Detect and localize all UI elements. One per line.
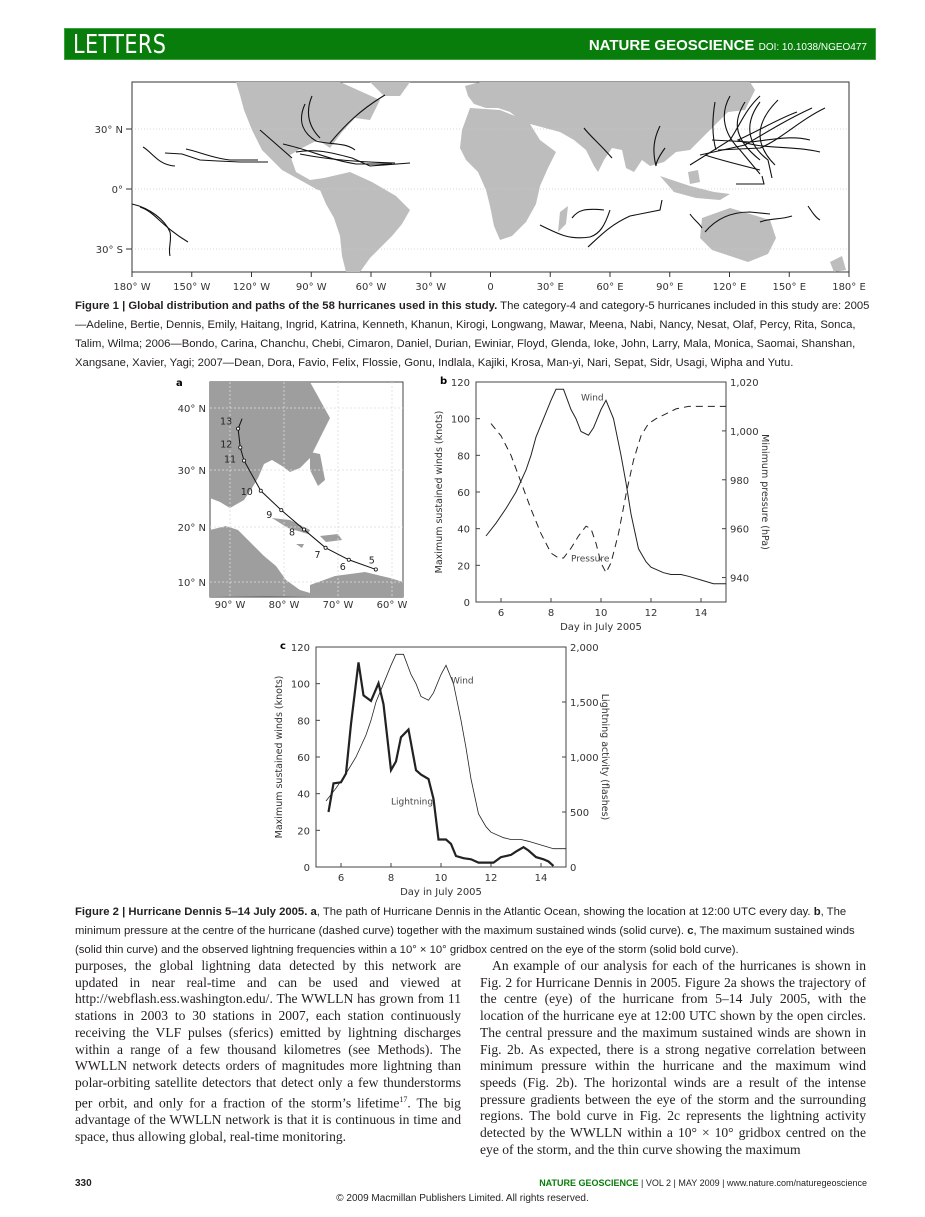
x-tick-label: 12 bbox=[484, 873, 498, 884]
x-tick-label: 10 bbox=[434, 873, 448, 884]
y-tick-label: 120 bbox=[290, 643, 310, 654]
panel-label: c bbox=[280, 641, 286, 652]
lon-tick-label: 90° W bbox=[295, 282, 327, 293]
figure2-caption bbox=[75, 903, 875, 960]
y2-axis-label: Minimum pressure (hPa) bbox=[759, 434, 770, 550]
lat-tick-label: 0° bbox=[111, 185, 123, 196]
figure2b-chart bbox=[430, 370, 775, 635]
lon-tick-label: 120° W bbox=[232, 282, 271, 293]
y-tick-label: 20 bbox=[297, 826, 310, 838]
lon-tick-label: 150° E bbox=[772, 282, 807, 293]
caption-a-label: a bbox=[307, 906, 317, 918]
x-axis-label: Day in July 2005 bbox=[400, 887, 482, 898]
figure1-world-map bbox=[0, 0, 925, 300]
x-tick-label: 12 bbox=[644, 608, 658, 619]
left-column-text-end: . The big advantage of the WWLLN network is that it is continuous in time and space, thus allowing global, real-time monitoring. bbox=[75, 1095, 461, 1144]
x-axis-label: Day in July 2005 bbox=[560, 622, 642, 633]
section-label: LETTERS bbox=[73, 30, 167, 60]
y2-tick-label: 940 bbox=[730, 573, 750, 585]
track-day-label: 9 bbox=[266, 510, 273, 522]
track-point bbox=[237, 427, 240, 430]
y2-tick-label: 1,000 bbox=[570, 753, 599, 764]
track-point bbox=[302, 528, 305, 531]
plot-frame bbox=[316, 647, 566, 867]
y2-tick-label: 2,000 bbox=[570, 643, 599, 654]
world-map-plot bbox=[95, 82, 866, 293]
y2-tick-label: 500 bbox=[570, 808, 590, 819]
y2-tick-label: 980 bbox=[730, 475, 750, 487]
lon-tick-label: 30° W bbox=[415, 282, 447, 293]
body-left-column bbox=[75, 958, 461, 1145]
panel-a-label: a bbox=[176, 378, 183, 389]
track-day-label: 13 bbox=[220, 416, 233, 428]
lat-tick-label: 40° N bbox=[177, 404, 206, 415]
annotation-wind: Wind bbox=[451, 676, 474, 687]
lat-tick-label: 30° N bbox=[94, 125, 123, 136]
lat-tick-label: 30° S bbox=[95, 245, 123, 256]
borneo bbox=[688, 170, 700, 184]
y-axis-label: Maximum sustained winds (knots) bbox=[274, 675, 285, 839]
y-tick-label: 100 bbox=[290, 679, 310, 691]
lon-tick-label: 90° E bbox=[656, 282, 684, 293]
track-day-label: 10 bbox=[240, 486, 253, 498]
figure1-caption-text: The category-4 and category-5 hurricanes included in this study are: 2005—Adeline, Bertie, Dennis, Emily, Haitang, Ingrid, Katrina, Kenneth, Khanun, Kirogi, Longwang, Mawar, Meena, Nabi, Nancy, Nesat, Olaf, Percy, Rita, Sonca, Talim, Wilma; 2006—Bondo, Carina, Chanchu, Chebi, Cimaron, Daniel, Durian, Ewiniar, Floyd, Glenda, Ioke, John, Larry, Mala, Monica, Saomai, Shanshan, Xangsane, Xavier, Yagi; 2007—Dean, Dora, Favio, Felix, Flossie, Gonu, Indlala, Kajiki, Krosa, Man-yi, Nari, Sepat, Sidr, Usagi, Wipha and Yutu. bbox=[75, 300, 870, 369]
left-column-text: purposes, the global lightning data detected by this network are updated in near real-time and can be used and viewed at http://webflash.ess.washington.edu/. The WWLLN has grown from 11 stations in 2003 to 30 stations in 2007, each station continuously receiving the VLF pulses (sferics) emitted by lightning discharges within a range of a few thousand kilometres (see Methods). The WWLLN network detects orders of magnitudes more lightning than polar-orbiting satellite detectors that detect only a few thunderstorms per orbit, and only for a fraction of the storm’s lifetime bbox=[75, 958, 461, 1111]
y2-tick-label: 1,500 bbox=[570, 698, 599, 709]
y-tick-label: 80 bbox=[457, 451, 470, 463]
lon-tick-label: 0 bbox=[487, 282, 494, 293]
lon-tick-label: 60° W bbox=[376, 600, 408, 611]
caption-b-text: , The minimum pressure at the centre of the hurricane (dashed curve) together with the maximum sustained winds (solid curve). bbox=[75, 906, 847, 937]
journal-name: NATURE GEOSCIENCE bbox=[588, 37, 755, 54]
track-point bbox=[242, 459, 245, 462]
lon-tick-label: 120° E bbox=[712, 282, 747, 293]
track-point bbox=[280, 509, 283, 512]
lon-tick-label: 180° W bbox=[113, 282, 151, 293]
y2-tick-label: 1,020 bbox=[730, 378, 759, 389]
caption-c-label: c bbox=[687, 925, 694, 937]
track-day-label: 8 bbox=[288, 527, 296, 539]
reference-superscript: 17 bbox=[399, 1094, 408, 1104]
y-axis-label: Maximum sustained winds (knots) bbox=[434, 410, 445, 574]
series-lightning bbox=[329, 662, 554, 866]
lat-tick-label: 20° N bbox=[177, 523, 206, 534]
footer-issue-info: | VOL 2 | MAY 2009 | www.nature.com/naturegeoscience bbox=[638, 1178, 867, 1188]
track-point bbox=[347, 558, 350, 561]
footer-journal: NATURE GEOSCIENCE bbox=[539, 1178, 639, 1188]
y-tick-label: 0 bbox=[463, 598, 470, 609]
annotation-lightning: Lightning bbox=[391, 797, 434, 808]
x-tick-label: 10 bbox=[594, 608, 608, 619]
y-tick-label: 120 bbox=[450, 378, 470, 389]
x-tick-label: 8 bbox=[387, 873, 395, 884]
lat-tick-label: 10° N bbox=[177, 578, 206, 589]
y-tick-label: 40 bbox=[457, 524, 470, 536]
x-tick-label: 14 bbox=[534, 873, 548, 884]
longitude-ticks bbox=[113, 272, 865, 293]
lon-tick-label: 180° E bbox=[832, 282, 866, 293]
track-point bbox=[259, 489, 262, 492]
y-tick-label: 100 bbox=[450, 414, 470, 426]
y2-tick-label: 0 bbox=[570, 863, 577, 874]
x-tick-label: 6 bbox=[497, 608, 505, 619]
y-tick-label: 60 bbox=[297, 753, 310, 764]
track-point bbox=[324, 546, 327, 549]
y2-tick-label: 960 bbox=[730, 524, 750, 536]
caption-a-text: , The path of Hurricane Dennis in the Atlantic Ocean, showing the location at 12:00 UTC every day. bbox=[316, 906, 814, 918]
figure2c-chart bbox=[270, 635, 615, 900]
track-day-label: 6 bbox=[339, 561, 346, 573]
latitude-ticks bbox=[95, 125, 132, 256]
plot-frame bbox=[476, 382, 726, 602]
track-point bbox=[239, 446, 242, 449]
annotation-wind: Wind bbox=[581, 393, 604, 404]
body-right-column bbox=[480, 958, 866, 1158]
figure1-caption bbox=[75, 297, 875, 373]
track-day-label: 5 bbox=[368, 555, 375, 567]
lon-tick-label: 60° E bbox=[596, 282, 624, 293]
x-tick-label: 8 bbox=[547, 608, 555, 619]
figure1-caption-title: Figure 1 | Global distribution and paths of the 58 hurricanes used in this study. bbox=[75, 300, 498, 312]
lon-tick-label: 80° W bbox=[268, 600, 300, 611]
track-day-label: 7 bbox=[314, 549, 321, 561]
right-column-text: An example of our analysis for each of the hurricanes is shown in Fig. 2 for Hurricane Dennis in 2005. Figure 2a shows the trajectory of the centre (eye) of the hurricane from 5–14 July 2005, with the location of the hurricane eye at 12:00 UTC shown by the open circles. The central pressure and the maximum sustained winds are shown in Fig. 2b. As expected, there is a strong negative correlation between minimum pressure within the hurricane and the maximum wind speeds (Fig. 2b). The horizontal winds are a result of the intense pressure gradients between the eye of the storm and the surrounding regions. The bold curve in Fig. 2c represents the lightning activity detected by the WWLLN within a 10° × 10° gridbox centred on the eye of the storm, and the thin curve showing the maximum bbox=[480, 958, 866, 1157]
figure2a-track-map bbox=[160, 370, 420, 620]
y-tick-label: 40 bbox=[297, 789, 310, 801]
caption-b-label: b bbox=[813, 906, 821, 918]
panel-label: b bbox=[440, 376, 448, 387]
x-tick-label: 14 bbox=[694, 608, 708, 619]
track-day-label: 11 bbox=[223, 454, 237, 466]
lon-tick-label: 70° W bbox=[322, 600, 354, 611]
y-tick-label: 20 bbox=[457, 561, 470, 573]
copyright: © 2009 Macmillan Publishers Limited. All rights reserved. bbox=[336, 1193, 589, 1204]
lat-tick-label: 30° N bbox=[177, 466, 206, 477]
y2-axis-label: Lightning activity (flashes) bbox=[599, 693, 610, 821]
track-point bbox=[374, 568, 377, 571]
y-tick-label: 0 bbox=[303, 863, 310, 874]
page-number: 330 bbox=[75, 1178, 92, 1189]
lon-tick-label: 90° W bbox=[214, 600, 246, 611]
track-day-label: 12 bbox=[220, 439, 233, 451]
x-tick-label: 6 bbox=[337, 873, 345, 884]
lon-tick-label: 30° E bbox=[536, 282, 564, 293]
caption-c-text: , The maximum sustained winds (solid thin curve) and the observed lightning frequencies within a 10° × 10° gridbox centred on the eye of the storm (solid bold curve). bbox=[75, 925, 855, 956]
figure2-caption-title: Figure 2 | Hurricane Dennis 5–14 July 2005. bbox=[75, 906, 308, 918]
annotation-pressure: Pressure bbox=[571, 554, 610, 565]
doi: DOI: 10.1038/NGEO477 bbox=[758, 42, 867, 53]
y-tick-label: 60 bbox=[457, 488, 470, 499]
footer-info bbox=[539, 1178, 867, 1188]
y2-tick-label: 1,000 bbox=[730, 426, 759, 438]
series-pressure bbox=[491, 406, 726, 572]
y-tick-label: 80 bbox=[297, 716, 310, 728]
lon-tick-label: 150° W bbox=[173, 282, 211, 293]
lon-tick-label: 60° W bbox=[355, 282, 387, 293]
